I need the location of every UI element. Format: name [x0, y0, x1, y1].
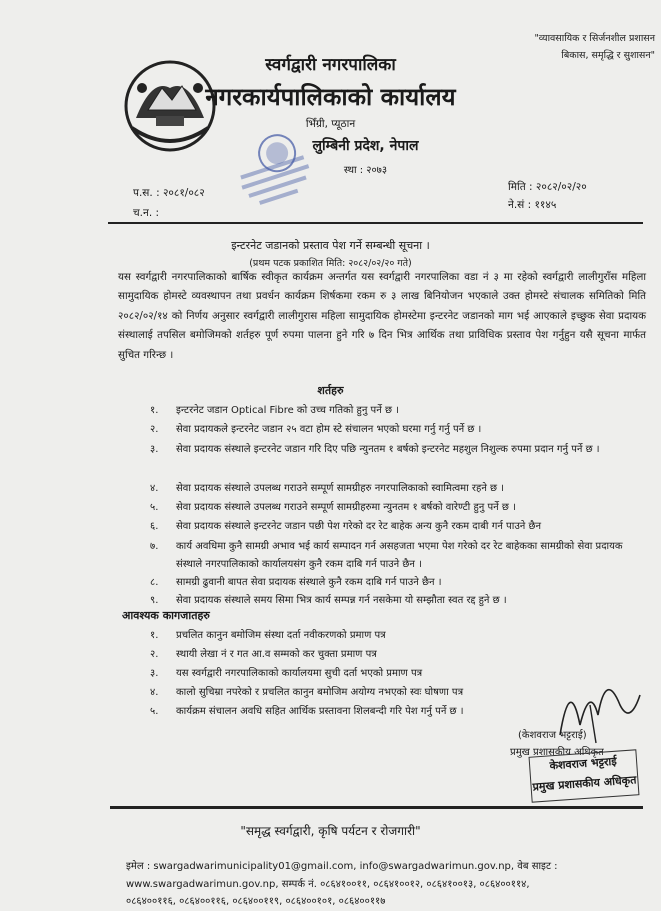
footer-contact-line3: ०८६४००११६, ०८६४००११६, ०८६४००११९, ०८६४००१०१, ०८६४००११७ [126, 896, 386, 907]
municipality-name: स्वर्गद्वारी नगरपालिका [265, 55, 396, 75]
ns-number: ने.सं : ११४५ [508, 199, 557, 211]
list-item: ५. सेवा प्रदायक संस्थाले उपलब्ध गराउने सम्पूर्ण सामग्रीहरुमा न्युनतम १ बर्षको वारेण्टी हुनु पर्ने छ । [150, 502, 516, 513]
date: मिति : २०८२/०२/२० [508, 181, 587, 193]
list-item: ९. सेवा प्रदायक संस्थाले समय सिमा भित्र कार्य सम्पन्न गर्न नसकेमा यो सम्झौता स्वत रद्द हुने छ । [150, 595, 507, 606]
list-item: ४. कालो सुचिम्रा नपरेको र प्रचलित कानुन बमोजिम अयोग्य नभएको स्वः घोषणा पत्र [150, 687, 464, 698]
footer-divider [110, 806, 643, 809]
list-item: २. स्थायी लेखा नं र गत आ.व सम्मको कर चुक्ता प्रमाण पत्र [150, 649, 377, 660]
footer-contact-line2: www.swargadwarimun.gov.np, सम्पर्क नं. ०८६४१००११, ०८६४१००१२, ०८६४१००१३, ०८६४००११४, [126, 879, 530, 890]
list-item: ५. कार्यक्रम संचालन अवधि सहित आर्थिक प्रस्तावना शिलबन्दी गरि पेश गर्नु पर्ने छ । [150, 706, 464, 717]
ps-number: प.स. : २०८१/०८२ [133, 187, 205, 199]
established: स्था : २०७३ [343, 165, 388, 176]
published-date: (प्रथम पटक प्रकाशित मिति: २०८२/०२/२० गते) [249, 258, 412, 269]
list-item: ३. यस स्वर्गद्वारी नगरपालिकाको कार्यालयमा सुची दर्ता भएको प्रमाण पत्र [150, 668, 423, 679]
office-seal-stamp-icon [232, 126, 322, 212]
motto: "व्यावसायिक र सिर्जनशील प्रशासन बिकास, समृद्धि र सुशासन" [534, 33, 655, 61]
office-name: नगरकार्यपालिकाको कार्यालय [205, 83, 456, 111]
list-item: ६. सेवा प्रदायक संस्थाले इन्टरनेट जडान पछी पेश गरेको दर रेट बाहेक अन्य कुनै रकम दाबी गर्न पाउने छैन [150, 521, 542, 532]
documents-heading: आवश्यक कागजातहरु [122, 609, 210, 622]
province: लुम्बिनी प्रदेश, नेपाल [312, 138, 419, 154]
signatory-name: (केशवराज भट्टराई) [518, 730, 587, 741]
cn-number: च.न. : [133, 207, 160, 219]
list-item: ८. सामग्री ढुवानी बापत सेवा प्रदायक संस्थाले कुनै रकम दाबि गर्न पाउने छैन । [150, 577, 442, 588]
conditions-heading: शर्तहरु [317, 384, 344, 397]
list-item: १. इन्टरनेट जडान Optical Fibre को उच्च गतिको हुनु पर्ने छ । [150, 405, 399, 416]
notice-paragraph: यस स्वर्गद्वारी नगरपालिकाको बार्षिक स्वीकृत कार्यक्रम अन्तर्गत यस स्वर्गद्वारी नगरपालिका वडा नं ३ मा रहेको स्वर्गद्वारी लालीगुराँस महिला सामुदायिक होमस्टे व्यवस्थापन तथा प्रवर्धन कार्यक्रम शिर्षकमा रकम रु ३ लाख बिनियोजन भएकाले उक्त होमस्टे संचालक समितिको मिति २०८२/०२/१४ को निर्णय अनुसार स्वर्गद्वारी लालीगुरास महिला सामुदायिक होमस्टेमा इन्टरनेट जडानको माग भई आएकाले इच्छुक सेवा प्रदायक संस्थालाई तपसिल बमोजिमको शर्तहरु पूर्ण रुपमा पालना हुने गरि ७ दिन भित्र आर्थिक तथा प्राविधिक प्रस्ताव पेश गर्नुहुन यसै सूचना मार्फत सुचित गरिन्छ । [118, 271, 646, 361]
list-item: ७. कार्य अवधिमा कुनै सामग्री अभाव भई कार्य सम्पादन गर्न असहजता भएमा पेश गरेको दर रेट बाहेकका सामग्रीको सेवा प्रदायक संस्थाले नगरपालिकाको कार्यालयसंग कुनै रकम दाबि गर्न पाउने छैन । [150, 541, 623, 570]
footer-contact-line1: इमेल : swargadwarimunicipality01@gmail.com, info@swargadwarimun.gov.np, वेब साइट : [126, 861, 558, 872]
header-divider [108, 222, 643, 224]
list-item: १. प्रचलित कानुन बमोजिम संस्था दर्ता नवीकरणको प्रमाण पत्र [150, 630, 386, 641]
list-item: ४. सेवा प्रदायक संस्थाले उपलब्ध गराउने सम्पूर्ण सामग्रीहरु नगरपालिकाको स्वामित्वमा रहने छ । [150, 483, 505, 494]
notice-subject: इन्टरनेट जडानको प्रस्ताव पेश गर्ने सम्बन्धी सूचना । [231, 239, 430, 252]
office-location: भिँग्री, प्यूठान [305, 118, 356, 130]
list-item: २. सेवा प्रदायकले इन्टरनेट जडान २५ वटा होम स्टे संचालन भएको घरमा गर्नु गर्नु पर्ने छ । [150, 424, 482, 435]
signatory-title: प्रमुख प्रशासकीय अधिकृत [510, 747, 604, 758]
list-item: ३. सेवा प्रदायक संस्थाले इन्टरनेट जडान गरि दिए पछि न्युनतम १ बर्षको इन्टरनेट महशुल निशुल्क रुपमा प्रदान गर्नु पर्ने छ । [150, 444, 600, 455]
footer-slogan: "समृद्ध स्वर्गद्वारी, कृषि पर्यटन र रोजगारी" [240, 824, 421, 838]
officer-stamp: केशवराज भट्टराई प्रमुख प्रशासकीय अधिकृत [529, 749, 640, 802]
